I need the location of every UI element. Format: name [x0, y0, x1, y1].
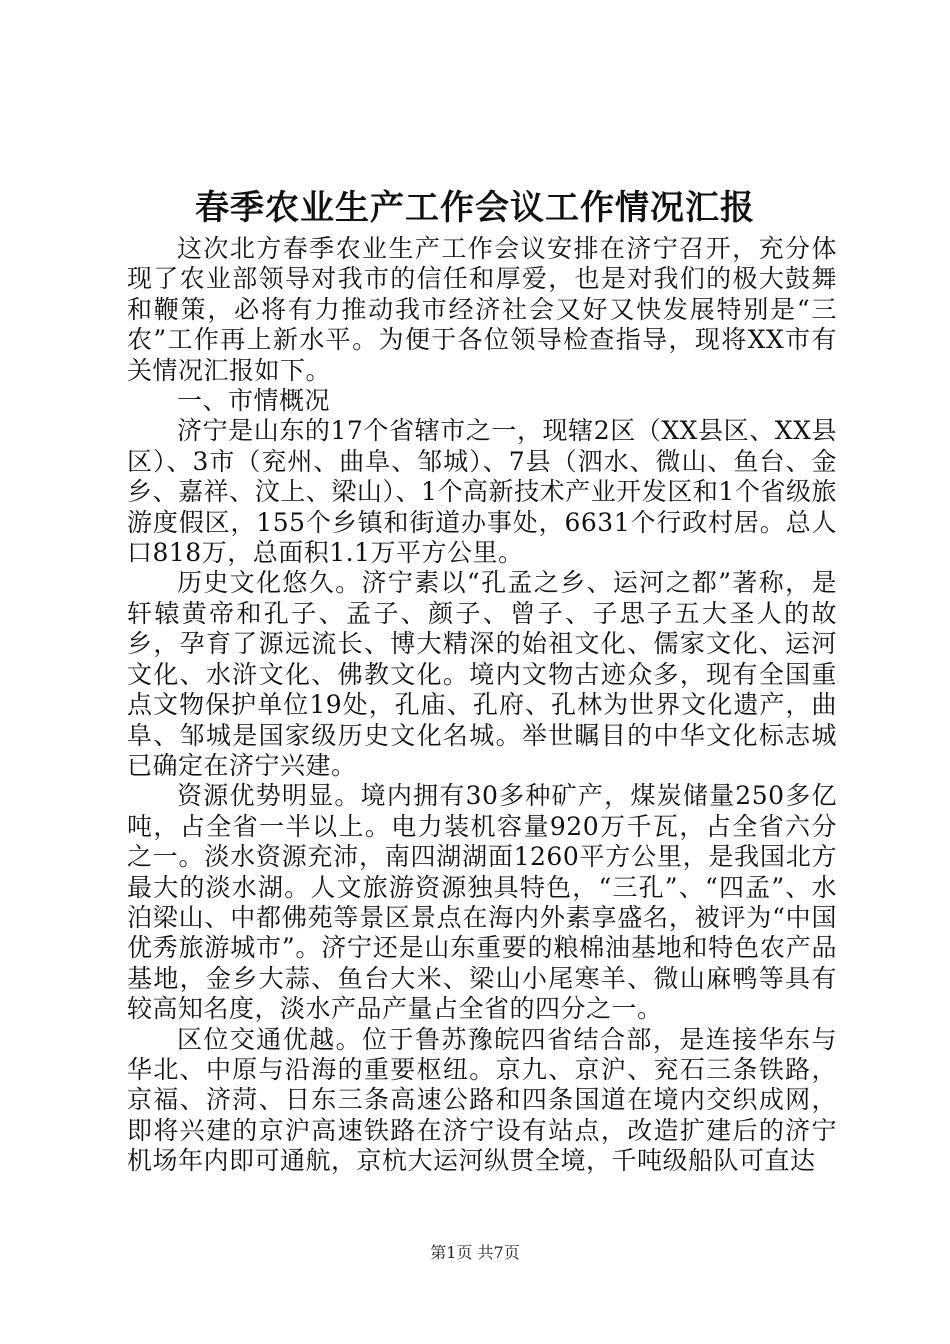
page-number-footer: 第1页 共7页: [430, 1243, 520, 1262]
paragraph-history-culture: 历史文化悠久。济宁素以“孔孟之乡、运河之都”著称，是轩辕黄帝和孔子、孟子、颜子、曾子、子思子五大圣人的故乡，孕育了源远流长、博大精深的始祖文化、儒家文化、运河文化、水浒文化、佛教文化。境内文物古迹众多，现有全国重点文物保护单位19处，孔庙、孔府、孔林为世界文化遗产，曲阜、邹城是国家级历史文化名城。举世瞩目的中华文化标志城已确定在济宁兴建。: [127, 568, 837, 780]
section-heading-city-overview: 一、市情概况: [177, 386, 331, 416]
paragraph-city-overview: 济宁是山东的17个省辖市之一，现辖2区（XX县区、XX县区）、3市（兖州、曲阜、邹城）、7县（泗水、微山、鱼台、金乡、嘉祥、汶上、梁山）、1个高新技术产业开发区和1个省级旅游度假区，155个乡镇和街道办事处，6631个行政村居。总人口818万，总面积1.1万平方公里。: [127, 416, 837, 568]
paragraph-intro: 这次北方春季农业生产工作会议安排在济宁召开，充分体现了农业部领导对我市的信任和厚爱，也是对我们的极大鼓舞和鞭策，必将有力推动我市经济社会又好又快发展特别是“三农”工作再上新水平。为便于各位领导检查指导，现将XX市有关情况汇报如下。: [127, 234, 837, 385]
document-title: 春季农业生产工作会议工作情况汇报: [195, 188, 755, 228]
paragraph-transportation: 区位交通优越。位于鲁苏豫皖四省结合部，是连接华东与华北、中原与沿海的重要枢纽。京九、京沪、兖石三条铁路，京福、济菏、日东三条高速公路和四条国道在境内交织成网，即将兴建的京沪高速铁路在济宁设有站点，改造扩建后的济宁机场年内即可通航，京杭大运河纵贯全境，千吨级船队可直达: [127, 1024, 837, 1176]
document-body: [127, 234, 837, 1177]
paragraph-resources: 资源优势明显。境内拥有30多种矿产，煤炭储量250多亿吨，占全省一半以上。电力装机容量920万千瓦，占全省六分之一。淡水资源充沛，南四湖湖面1260平方公里，是我国北方最大的淡水湖。人文旅游资源独具特色，“三孔”、“四孟”、水泊梁山、中都佛苑等景区景点在海内外素享盛名，被评为“中国优秀旅游城市”。济宁还是山东重要的粮棉油基地和特色农产品基地，金乡大蒜、鱼台大米、梁山小尾寒羊、微山麻鸭等具有较高知名度，淡水产品产量占全省的四分之一。: [127, 781, 837, 1024]
